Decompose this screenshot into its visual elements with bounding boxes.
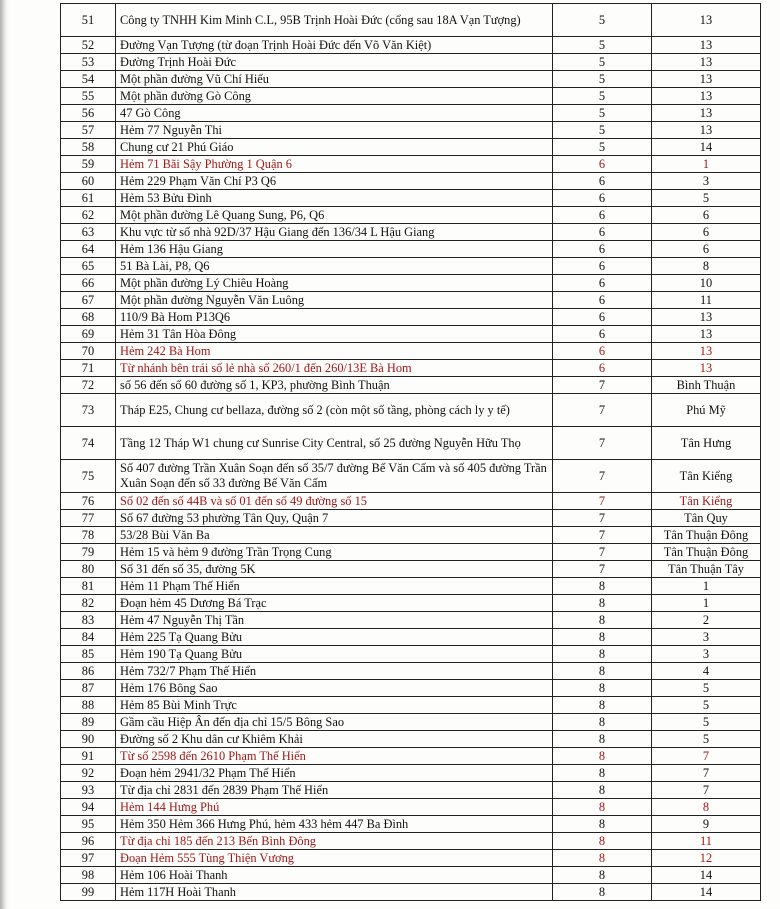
table-row <box>61 224 761 241</box>
ward-cell: 11 <box>652 292 761 309</box>
district-cell: 8 <box>553 663 652 680</box>
district-cell: 8 <box>553 595 652 612</box>
table-row <box>61 714 761 731</box>
district-cell: 8 <box>553 799 652 816</box>
ward-cell: 6 <box>652 224 761 241</box>
row-number-cell: 98 <box>61 867 116 884</box>
row-number-cell: 53 <box>61 54 116 71</box>
row-number-cell: 89 <box>61 714 116 731</box>
table-row <box>61 460 761 493</box>
ward-cell: Tân Hưng <box>652 427 761 460</box>
ward-cell: 5 <box>652 697 761 714</box>
district-cell: 8 <box>553 612 652 629</box>
district-cell: 6 <box>553 326 652 343</box>
table-row <box>61 510 761 527</box>
table-row <box>61 850 761 867</box>
row-number-cell: 65 <box>61 258 116 275</box>
district-cell: 8 <box>553 850 652 867</box>
address-cell: Tháp E25, Chung cư bellaza, đường số 2 (còn một số tầng, phòng cách ly y tế) <box>116 394 553 427</box>
row-number-cell: 76 <box>61 493 116 510</box>
address-cell: Tầng 12 Tháp W1 chung cư Sunrise City Central, số 25 đường Nguyễn Hữu Thọ <box>116 427 553 460</box>
table-row <box>61 309 761 326</box>
ward-cell: 7 <box>652 765 761 782</box>
address-cell: Hẻm 229 Phạm Văn Chí P3 Q6 <box>116 173 553 190</box>
ward-cell: 4 <box>652 663 761 680</box>
row-number-cell: 86 <box>61 663 116 680</box>
district-cell: 7 <box>553 527 652 544</box>
table-row <box>61 326 761 343</box>
district-cell: 6 <box>553 309 652 326</box>
table-row <box>61 629 761 646</box>
table-row <box>61 394 761 427</box>
row-number-cell: 58 <box>61 139 116 156</box>
address-cell: Chung cư 21 Phú Giáo <box>116 139 553 156</box>
ward-cell: 5 <box>652 731 761 748</box>
row-number-cell: 94 <box>61 799 116 816</box>
address-cell: Hẻm 106 Hoài Thanh <box>116 867 553 884</box>
table-row <box>61 765 761 782</box>
table-row <box>61 156 761 173</box>
address-cell: Từ địa chỉ 185 đến 213 Bến Bình Đông <box>116 833 553 850</box>
row-number-cell: 68 <box>61 309 116 326</box>
address-cell: Một phần đường Lý Chiêu Hoàng <box>116 275 553 292</box>
table-row <box>61 4 761 37</box>
district-cell: 8 <box>553 629 652 646</box>
district-cell: 7 <box>553 493 652 510</box>
ward-cell: 14 <box>652 884 761 901</box>
district-cell: 5 <box>553 139 652 156</box>
row-number-cell: 93 <box>61 782 116 799</box>
district-cell: 5 <box>553 88 652 105</box>
table-row <box>61 527 761 544</box>
ward-cell: 3 <box>652 173 761 190</box>
address-cell: 47 Gò Công <box>116 105 553 122</box>
address-cell: Đường số 2 Khu dân cư Khiêm Khải <box>116 731 553 748</box>
address-cell: Số 407 đường Trần Xuân Soạn đến số 35/7 đường Bế Văn Cấm và số 405 đường Trần Xuân Soạn đến số 33 đường Bế Văn Cấm <box>116 460 553 493</box>
address-cell: Hẻm 242 Bà Hom <box>116 343 553 360</box>
ward-cell: 13 <box>652 122 761 139</box>
address-cell: Từ địa chỉ 2831 đến 2839 Phạm Thế Hiển <box>116 782 553 799</box>
row-number-cell: 72 <box>61 377 116 394</box>
table-row <box>61 748 761 765</box>
table-row <box>61 377 761 394</box>
district-cell: 5 <box>553 4 652 37</box>
row-number-cell: 77 <box>61 510 116 527</box>
table-row <box>61 88 761 105</box>
table-row <box>61 360 761 377</box>
table-row <box>61 37 761 54</box>
address-cell: Từ số 2598 đến 2610 Phạm Thế Hiển <box>116 748 553 765</box>
table-row <box>61 122 761 139</box>
row-number-cell: 96 <box>61 833 116 850</box>
district-cell: 6 <box>553 224 652 241</box>
ward-cell: 13 <box>652 4 761 37</box>
row-number-cell: 55 <box>61 88 116 105</box>
address-cell: Hẻm 350 Hẻm 366 Hưng Phú, hẻm 433 hẻm 447 Ba Đình <box>116 816 553 833</box>
row-number-cell: 51 <box>61 4 116 37</box>
district-cell: 7 <box>553 510 652 527</box>
district-cell: 5 <box>553 37 652 54</box>
ward-cell: 5 <box>652 680 761 697</box>
address-cell: Đoạn Hẻm 555 Tùng Thiện Vương <box>116 850 553 867</box>
district-cell: 5 <box>553 54 652 71</box>
row-number-cell: 54 <box>61 71 116 88</box>
table-row <box>61 105 761 122</box>
address-cell: Hẻm 225 Tạ Quang Bửu <box>116 629 553 646</box>
district-cell: 6 <box>553 173 652 190</box>
row-number-cell: 61 <box>61 190 116 207</box>
address-cell: số 56 đến số 60 đường số 1, KP3, phường Bình Thuận <box>116 377 553 394</box>
row-number-cell: 60 <box>61 173 116 190</box>
row-number-cell: 52 <box>61 37 116 54</box>
ward-cell: 13 <box>652 326 761 343</box>
district-cell: 7 <box>553 377 652 394</box>
district-cell: 8 <box>553 765 652 782</box>
district-cell: 5 <box>553 105 652 122</box>
district-cell: 6 <box>553 275 652 292</box>
row-number-cell: 78 <box>61 527 116 544</box>
row-number-cell: 80 <box>61 561 116 578</box>
row-number-cell: 75 <box>61 460 116 493</box>
address-cell: Công ty TNHH Kim Minh C.L, 95B Trịnh Hoài Đức (cổng sau 18A Vạn Tượng) <box>116 4 553 37</box>
ward-cell: Bình Thuận <box>652 377 761 394</box>
district-cell: 7 <box>553 427 652 460</box>
district-cell: 7 <box>553 394 652 427</box>
address-cell: Một phần đường Lê Quang Sung, P6, Q6 <box>116 207 553 224</box>
district-cell: 6 <box>553 258 652 275</box>
address-cell: Hẻm 732/7 Phạm Thế Hiển <box>116 663 553 680</box>
district-cell: 8 <box>553 782 652 799</box>
district-cell: 8 <box>553 680 652 697</box>
table-row <box>61 799 761 816</box>
ward-cell: 8 <box>652 799 761 816</box>
address-cell: Một phần đường Nguyễn Văn Luông <box>116 292 553 309</box>
ward-cell: 13 <box>652 37 761 54</box>
table-row <box>61 139 761 156</box>
ward-cell: 6 <box>652 207 761 224</box>
row-number-cell: 59 <box>61 156 116 173</box>
ward-cell: Tân Kiểng <box>652 460 761 493</box>
district-cell: 8 <box>553 748 652 765</box>
ward-cell: 5 <box>652 190 761 207</box>
address-table <box>60 3 761 901</box>
row-number-cell: 83 <box>61 612 116 629</box>
address-cell: Đường Trịnh Hoài Đức <box>116 54 553 71</box>
ward-cell: Tân Quy <box>652 510 761 527</box>
table-row <box>61 544 761 561</box>
ward-cell: 13 <box>652 54 761 71</box>
ward-cell: 5 <box>652 714 761 731</box>
row-number-cell: 88 <box>61 697 116 714</box>
district-cell: 5 <box>553 71 652 88</box>
ward-cell: 9 <box>652 816 761 833</box>
ward-cell: 14 <box>652 139 761 156</box>
row-number-cell: 84 <box>61 629 116 646</box>
row-number-cell: 66 <box>61 275 116 292</box>
row-number-cell: 79 <box>61 544 116 561</box>
address-cell: Số 02 đến số 44B và số 01 đến số 49 đường số 15 <box>116 493 553 510</box>
ward-cell: 10 <box>652 275 761 292</box>
ward-cell: 3 <box>652 629 761 646</box>
table-row <box>61 493 761 510</box>
table-row <box>61 782 761 799</box>
district-cell: 8 <box>553 697 652 714</box>
row-number-cell: 90 <box>61 731 116 748</box>
district-cell: 7 <box>553 561 652 578</box>
address-cell: Hẻm 117H Hoài Thanh <box>116 884 553 901</box>
district-cell: 8 <box>553 884 652 901</box>
row-number-cell: 91 <box>61 748 116 765</box>
ward-cell: 1 <box>652 156 761 173</box>
address-cell: Hẻm 136 Hậu Giang <box>116 241 553 258</box>
address-cell: Hẻm 176 Bông Sao <box>116 680 553 697</box>
ward-cell: Tân Thuận Đông <box>652 527 761 544</box>
address-cell: Hẻm 71 Bãi Sậy Phường 1 Quận 6 <box>116 156 553 173</box>
row-number-cell: 81 <box>61 578 116 595</box>
address-cell: Hẻm 15 và hẻm 9 đường Trần Trọng Cung <box>116 544 553 561</box>
table-row <box>61 71 761 88</box>
row-number-cell: 64 <box>61 241 116 258</box>
address-cell: Số 31 đến số 35, đường 5K <box>116 561 553 578</box>
row-number-cell: 85 <box>61 646 116 663</box>
ward-cell: Phú Mỹ <box>652 394 761 427</box>
address-cell: Hẻm 53 Bửu Đình <box>116 190 553 207</box>
row-number-cell: 92 <box>61 765 116 782</box>
address-table-body <box>61 4 761 901</box>
district-cell: 5 <box>553 122 652 139</box>
table-row <box>61 54 761 71</box>
table-row <box>61 258 761 275</box>
address-cell: Hẻm 31 Tân Hòa Đông <box>116 326 553 343</box>
district-cell: 6 <box>553 190 652 207</box>
address-cell: Từ nhánh bên trái số lẻ nhà số 260/1 đến 260/13E Bà Hom <box>116 360 553 377</box>
ward-cell: 13 <box>652 343 761 360</box>
address-cell: Hẻm 11 Phạm Thế Hiển <box>116 578 553 595</box>
address-cell: Hẻm 85 Bùi Minh Trực <box>116 697 553 714</box>
ward-cell: 14 <box>652 867 761 884</box>
address-cell: Hẻm 190 Tạ Quang Bửu <box>116 646 553 663</box>
table-row <box>61 241 761 258</box>
ward-cell: 8 <box>652 258 761 275</box>
table-row <box>61 343 761 360</box>
ward-cell: 13 <box>652 71 761 88</box>
table-row <box>61 731 761 748</box>
row-number-cell: 63 <box>61 224 116 241</box>
table-row <box>61 292 761 309</box>
ward-cell: Tân Kiểng <box>652 493 761 510</box>
address-cell: 53/28 Bùi Văn Ba <box>116 527 553 544</box>
district-cell: 6 <box>553 292 652 309</box>
row-number-cell: 56 <box>61 105 116 122</box>
table-row <box>61 697 761 714</box>
address-cell: Hẻm 144 Hưng Phú <box>116 799 553 816</box>
table-row <box>61 867 761 884</box>
district-cell: 8 <box>553 578 652 595</box>
district-cell: 8 <box>553 646 652 663</box>
ward-cell: 13 <box>652 105 761 122</box>
address-cell: Đoạn hẻm 2941/32 Phạm Thế Hiển <box>116 765 553 782</box>
district-cell: 8 <box>553 714 652 731</box>
address-cell: Một phần đường Gò Công <box>116 88 553 105</box>
row-number-cell: 99 <box>61 884 116 901</box>
address-cell: Một phần đường Vũ Chí Hiếu <box>116 71 553 88</box>
address-cell: Đường Vạn Tượng (từ đoạn Trịnh Hoài Đức đến Võ Văn Kiệt) <box>116 37 553 54</box>
district-cell: 8 <box>553 816 652 833</box>
ward-cell: Tân Thuận Đông <box>652 544 761 561</box>
row-number-cell: 95 <box>61 816 116 833</box>
row-number-cell: 69 <box>61 326 116 343</box>
row-number-cell: 67 <box>61 292 116 309</box>
row-number-cell: 70 <box>61 343 116 360</box>
table-row <box>61 663 761 680</box>
ward-cell: 7 <box>652 748 761 765</box>
row-number-cell: 62 <box>61 207 116 224</box>
ward-cell: 3 <box>652 646 761 663</box>
address-cell: Số 67 đường 53 phường Tân Quy, Quận 7 <box>116 510 553 527</box>
address-cell: 51 Bà Lài, P8, Q6 <box>116 258 553 275</box>
table-row <box>61 816 761 833</box>
ward-cell: 13 <box>652 88 761 105</box>
district-cell: 6 <box>553 207 652 224</box>
district-cell: 8 <box>553 867 652 884</box>
ward-cell: 13 <box>652 360 761 377</box>
address-cell: Khu vực từ số nhà 92D/37 Hậu Giang đến 136/34 L Hậu Giang <box>116 224 553 241</box>
table-row <box>61 561 761 578</box>
address-cell: Gầm cầu Hiệp Ân đến địa chỉ 15/5 Bông Sao <box>116 714 553 731</box>
ward-cell: 13 <box>652 309 761 326</box>
row-number-cell: 57 <box>61 122 116 139</box>
ward-cell: 11 <box>652 833 761 850</box>
district-cell: 7 <box>553 460 652 493</box>
ward-cell: 7 <box>652 782 761 799</box>
row-number-cell: 82 <box>61 595 116 612</box>
table-row <box>61 173 761 190</box>
ward-cell: 6 <box>652 241 761 258</box>
district-cell: 8 <box>553 731 652 748</box>
table-row <box>61 207 761 224</box>
ward-cell: 1 <box>652 578 761 595</box>
district-cell: 6 <box>553 360 652 377</box>
district-cell: 6 <box>553 241 652 258</box>
ward-cell: 1 <box>652 595 761 612</box>
district-cell: 7 <box>553 544 652 561</box>
address-cell: 110/9 Bà Hom P13Q6 <box>116 309 553 326</box>
table-row <box>61 190 761 207</box>
row-number-cell: 71 <box>61 360 116 377</box>
row-number-cell: 87 <box>61 680 116 697</box>
ward-cell: Tân Thuận Tây <box>652 561 761 578</box>
ward-cell: 12 <box>652 850 761 867</box>
table-row <box>61 646 761 663</box>
row-number-cell: 73 <box>61 394 116 427</box>
table-row <box>61 612 761 629</box>
ward-cell: 2 <box>652 612 761 629</box>
row-number-cell: 97 <box>61 850 116 867</box>
district-cell: 6 <box>553 343 652 360</box>
table-row <box>61 275 761 292</box>
district-cell: 8 <box>553 833 652 850</box>
address-cell: Hẻm 47 Nguyễn Thị Tần <box>116 612 553 629</box>
table-row <box>61 680 761 697</box>
table-row <box>61 884 761 901</box>
row-number-cell: 74 <box>61 427 116 460</box>
address-cell: Đoạn hẻm 45 Dương Bá Trạc <box>116 595 553 612</box>
district-cell: 6 <box>553 156 652 173</box>
address-cell: Hẻm 77 Nguyễn Thi <box>116 122 553 139</box>
table-row <box>61 427 761 460</box>
table-row <box>61 578 761 595</box>
table-row <box>61 833 761 850</box>
table-row <box>61 595 761 612</box>
